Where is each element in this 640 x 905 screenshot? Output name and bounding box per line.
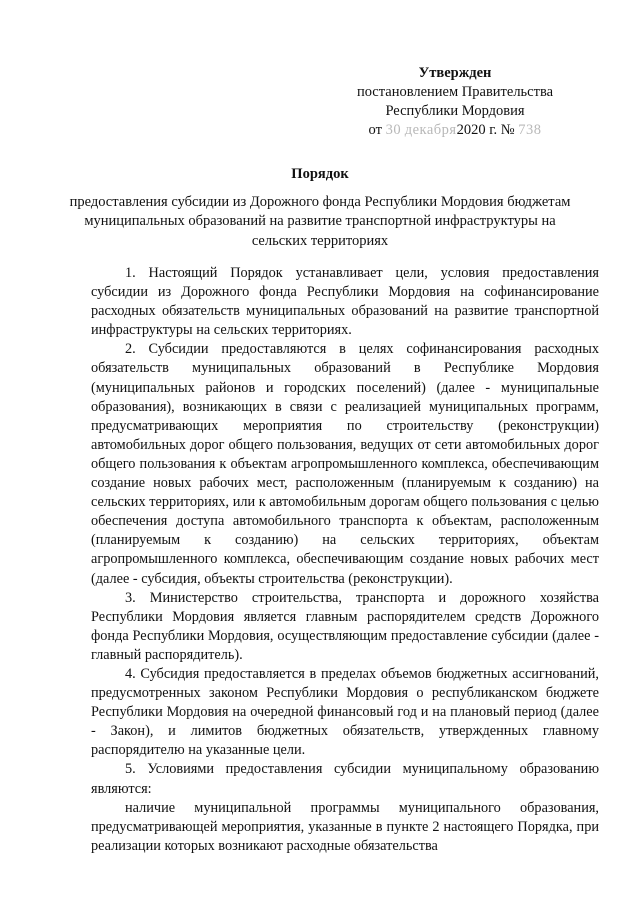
paragraph-1: 1. Настоящий Порядок устанавливает цели, условия предоставления субсидии из Дорожного фонда Республики Мордовия на софинансирование расходных обязательств муниципальных образований на развитие транспортной инфраструктуры на сельских территориях.	[91, 265, 599, 339]
date-year: 2020 г. №	[456, 122, 515, 138]
approval-stamp	[330, 64, 580, 140]
approval-date-line	[330, 121, 580, 140]
paragraph-3: 3. Министерство строительства, транспорта и дорожного хозяйства Республики Мордовия является главным распорядителем средств Дорожного фонда Республики Мордовия, осуществляющим предоставление субсидии (далее - главный распорядитель).	[91, 589, 599, 663]
approval-heading: Утвержден	[418, 65, 492, 81]
paragraph-5: 5. Условиями предоставления субсидии муниципальному образованию являются:	[91, 761, 599, 797]
date-day: 30	[385, 122, 402, 138]
title-heading: Порядок	[291, 166, 349, 182]
paragraph-4: 4. Субсидия предоставляется в пределах объемов бюджетных ассигнований, предусмотренных законом Республики Мордовия о республиканском бюджете Республики Мордовия на очередной финансовый год и на плановый период (далее - Закон), и лимитов бюджетных обязательств, утвержденных главному распорядителю на указанные цели.	[91, 665, 599, 759]
document-title	[60, 165, 580, 251]
document-body	[91, 264, 599, 856]
date-prefix: от	[368, 122, 382, 138]
approval-line-republic: Республики Мордовия	[385, 103, 525, 119]
approval-line-government: постановлением Правительства	[356, 84, 554, 100]
paragraph-2: 2. Субсидии предоставляются в целях софинансирования расходных обязательств муниципальных образований в Республике Мордовия (муниципальных районов и городских поселений) (далее - муниципальные образования), возникающих в связи с реализацией муниципальных программ, предусматривающих мероприятия по строительству (реконструкции) автомобильных дорог общего пользования, ведущих от сети автомобильных дорог общего пользования к объектам агропромышленного комплекса, обеспечивающим создание новых рабочих мест, расположенным (планируемым к созданию) на сельских территориях, или к автомобильным дорогам общего пользования с целью обеспечения доступа автомобильного транспорта к объектам, расположенным (планируемым к созданию) на сельских территориях, объектам агропромышленного комплекса, обеспечивающим создание новых рабочих мест (далее - субсидия, объекты строительства (реконструкции).	[91, 341, 599, 587]
decree-number: 738	[518, 122, 542, 138]
title-subtitle: предоставления субсидии из Дорожного фонда Республики Мордовия бюджетам муниципальных образований на развитие транспортной инфраструктуры на сельских территориях	[69, 193, 571, 249]
paragraph-5-item: наличие муниципальной программы муниципального образования, предусматривающей мероприятия, указанные в пункте 2 настоящего Порядка, при реализации которых возникают расходные обязательства	[91, 799, 599, 854]
date-month: декабря	[404, 122, 457, 138]
